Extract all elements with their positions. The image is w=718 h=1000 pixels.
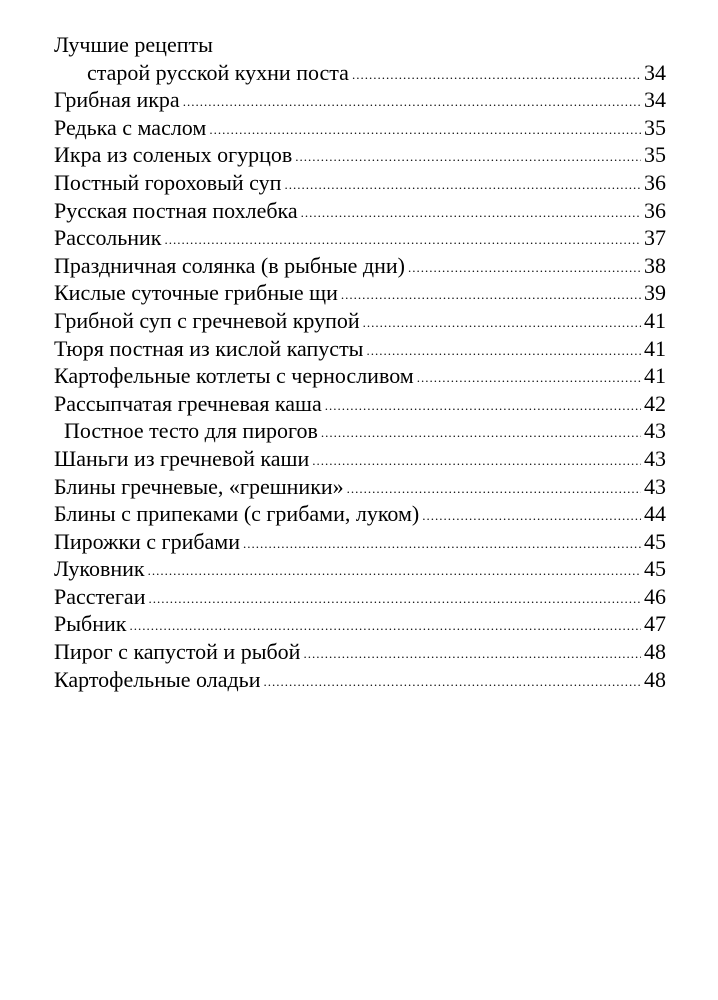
toc-entry-title: Постный гороховый суп bbox=[54, 169, 282, 195]
toc-entry-page: 44 bbox=[644, 501, 666, 527]
toc-entry-page: 48 bbox=[644, 666, 666, 692]
toc-entry-title: Рассыпчатая гречневая каша bbox=[54, 390, 322, 416]
dot-leader bbox=[312, 447, 641, 475]
toc-entry-title: Русская постная похлебка bbox=[54, 197, 298, 223]
toc-entry-title: Грибная икра bbox=[54, 87, 180, 113]
toc-entry-title: Шаньги из гречневой каши bbox=[54, 445, 310, 471]
toc-entry bbox=[54, 335, 666, 363]
toc-entry bbox=[54, 59, 666, 87]
dot-leader bbox=[264, 668, 642, 696]
toc-entry bbox=[54, 197, 666, 225]
toc-entry bbox=[54, 610, 666, 638]
toc-entry-heading: Лучшие рецепты bbox=[54, 32, 213, 57]
toc-entry-page: 41 bbox=[644, 335, 666, 361]
toc-entry-title: Постное тесто для пирогов bbox=[64, 418, 318, 444]
dot-leader bbox=[321, 419, 641, 447]
dot-leader bbox=[417, 364, 641, 392]
toc-entry bbox=[54, 224, 666, 252]
toc-entry bbox=[54, 169, 666, 197]
toc-entry bbox=[54, 417, 666, 445]
dot-leader bbox=[183, 88, 641, 116]
toc-entry-title: Рассольник bbox=[54, 225, 162, 251]
toc-entry-title: Редька с маслом bbox=[54, 114, 207, 140]
toc-entry-title: Пирожки с грибами bbox=[54, 528, 240, 554]
toc-entry bbox=[54, 500, 666, 528]
toc-entry-page: 34 bbox=[644, 59, 666, 85]
toc-entry-page: 38 bbox=[644, 252, 666, 278]
dot-leader bbox=[325, 392, 641, 420]
toc-entry-title: Грибной суп с гречневой крупой bbox=[54, 307, 360, 333]
toc-entry-page: 39 bbox=[644, 280, 666, 306]
toc-entry bbox=[54, 252, 666, 280]
toc-entry-page: 37 bbox=[644, 225, 666, 251]
toc-entry-page: 43 bbox=[644, 473, 666, 499]
dot-leader bbox=[243, 530, 641, 558]
toc-entry-title: Кислые суточные грибные щи bbox=[54, 280, 338, 306]
dot-leader bbox=[352, 61, 641, 89]
dot-leader bbox=[363, 309, 641, 337]
dot-leader bbox=[209, 116, 641, 144]
toc-entry-page: 41 bbox=[644, 307, 666, 333]
dot-leader bbox=[129, 612, 641, 640]
toc-entry bbox=[54, 445, 666, 473]
toc-entry-page: 47 bbox=[644, 611, 666, 637]
toc-entry bbox=[54, 555, 666, 583]
dot-leader bbox=[284, 171, 641, 199]
toc-entry-page: 36 bbox=[644, 197, 666, 223]
toc-entry bbox=[54, 638, 666, 666]
dot-leader bbox=[148, 585, 641, 613]
table-of-contents bbox=[54, 30, 666, 693]
toc-entry-page: 36 bbox=[644, 169, 666, 195]
toc-entry-page: 48 bbox=[644, 639, 666, 665]
toc-entry-page: 42 bbox=[644, 390, 666, 416]
toc-entry-page: 43 bbox=[644, 445, 666, 471]
toc-entry-page: 35 bbox=[644, 142, 666, 168]
toc-entry-title: Картофельные оладьи bbox=[54, 666, 261, 692]
dot-leader bbox=[301, 199, 641, 227]
toc-entry bbox=[54, 362, 666, 390]
toc-entry-title: Икра из соленых огурцов bbox=[54, 142, 293, 168]
toc-entry bbox=[54, 86, 666, 114]
toc-entry-title: Блины с припеками (с грибами, луком) bbox=[54, 501, 420, 527]
toc-entry-title: Расстегаи bbox=[54, 583, 146, 609]
toc-entry bbox=[54, 279, 666, 307]
toc-entry bbox=[54, 583, 666, 611]
toc-entry bbox=[54, 307, 666, 335]
dot-leader bbox=[303, 640, 641, 668]
dot-leader bbox=[295, 143, 641, 171]
dot-leader bbox=[347, 475, 641, 503]
toc-entry-page: 34 bbox=[644, 87, 666, 113]
toc-entry-title: Рыбник bbox=[54, 611, 127, 637]
toc-entry-page: 41 bbox=[644, 363, 666, 389]
toc-entry-page: 45 bbox=[644, 556, 666, 582]
dot-leader bbox=[341, 281, 641, 309]
dot-leader bbox=[408, 254, 641, 282]
toc-entry-page: 46 bbox=[644, 583, 666, 609]
toc-entry-title: Блины гречневые, «грешники» bbox=[54, 473, 344, 499]
toc-entry bbox=[54, 473, 666, 501]
toc-entry bbox=[54, 390, 666, 418]
dot-leader bbox=[148, 557, 641, 585]
toc-entry-title: старой русской кухни поста bbox=[87, 59, 349, 85]
toc-entry-title: Пирог с капустой и рыбой bbox=[54, 639, 301, 665]
toc-entry bbox=[54, 141, 666, 169]
toc-entry-title: Праздничная солянка (в рыбные дни) bbox=[54, 252, 405, 278]
toc-entry-title: Картофельные котлеты с черносливом bbox=[54, 363, 414, 389]
dot-leader bbox=[165, 226, 642, 254]
toc-entry-title: Луковник bbox=[54, 556, 145, 582]
toc-entry bbox=[54, 114, 666, 142]
dot-leader bbox=[422, 502, 641, 530]
dot-leader bbox=[366, 337, 641, 365]
toc-entry-page: 43 bbox=[644, 418, 666, 444]
toc-entry bbox=[54, 666, 666, 694]
toc-entry bbox=[54, 528, 666, 556]
toc-entry-page: 35 bbox=[644, 114, 666, 140]
toc-entry-title: Тюря постная из кислой капусты bbox=[54, 335, 364, 361]
toc-entry-page: 45 bbox=[644, 528, 666, 554]
